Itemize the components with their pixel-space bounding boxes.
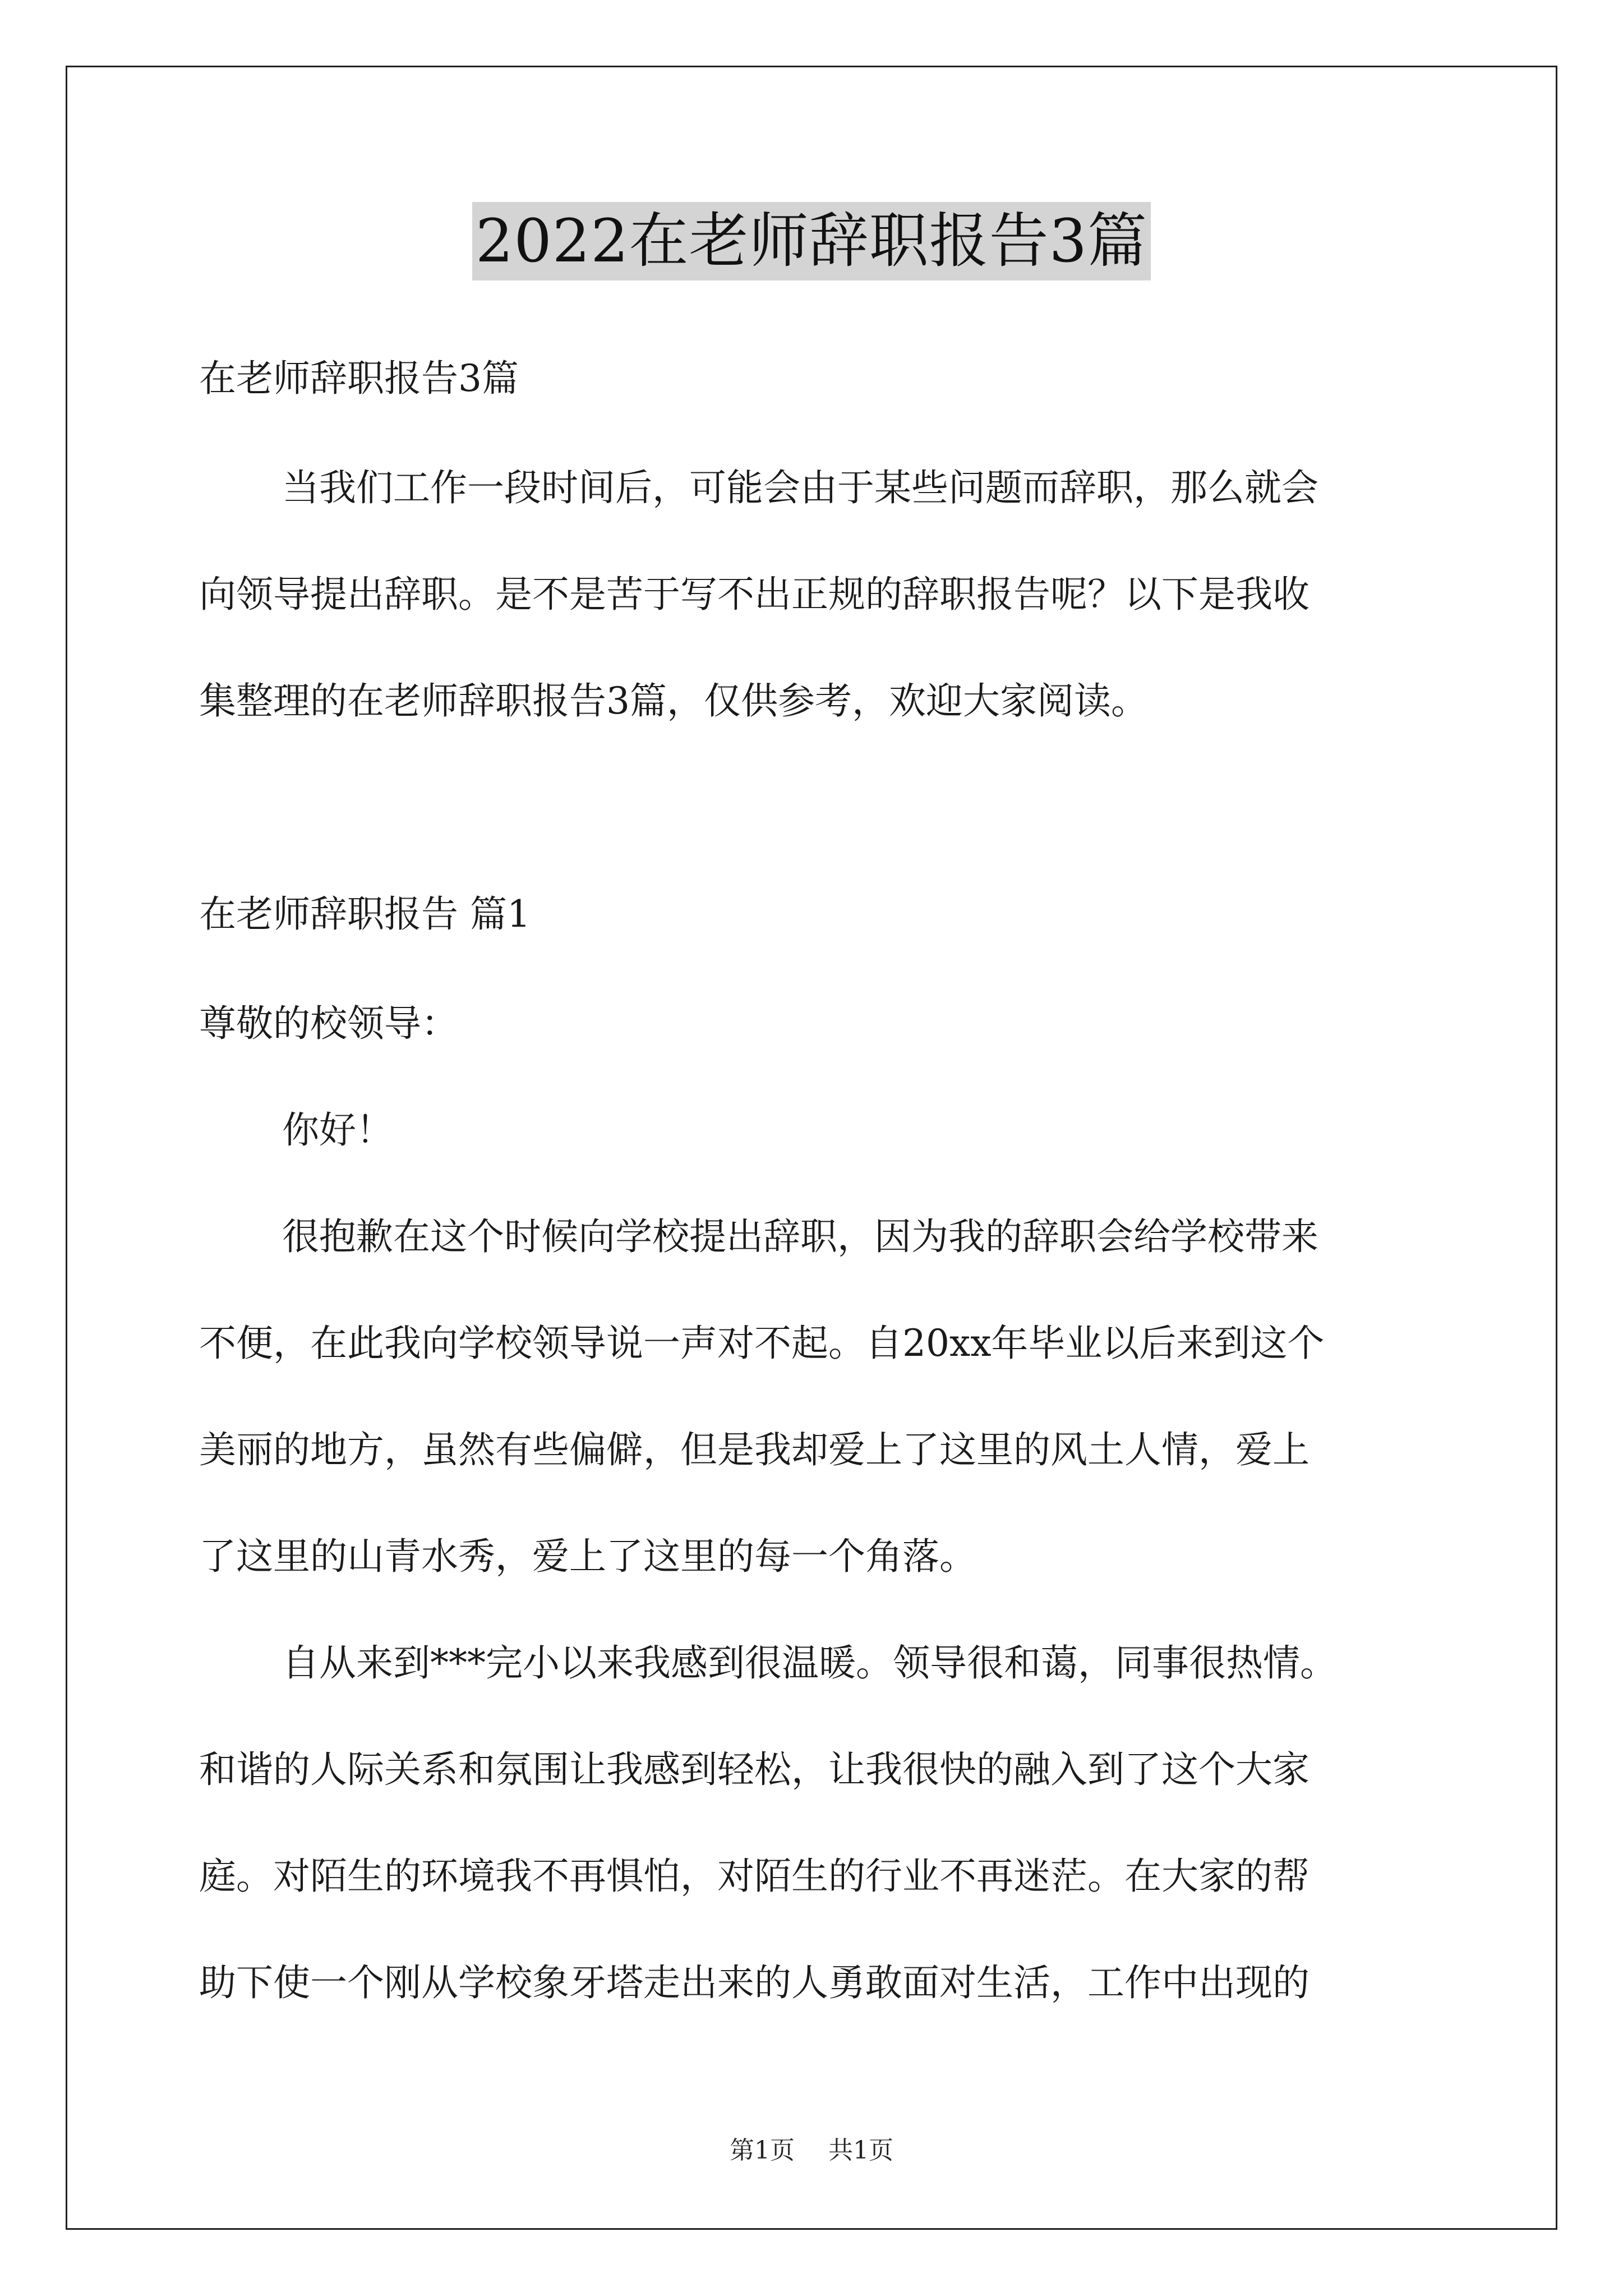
paragraph2-line-1: 自从来到***完小以来我感到很温暖。领导很和蔼，同事很热情。 xyxy=(282,1641,1337,1685)
paragraph2-line-2: 和谐的人际关系和氛围让我感到轻松，让我很快的融入到了这个大家 xyxy=(199,1748,1310,1791)
greeting: 你好！ xyxy=(282,1108,393,1152)
intro-line-3: 集整理的在老师辞职报告3篇，仅供参考，欢迎大家阅读。 xyxy=(199,679,1148,723)
paragraph2-line-4: 助下使一个刚从学校象牙塔走出来的人勇敢面对生活，工作中出现的 xyxy=(199,1961,1310,2004)
page-total: 共1页 xyxy=(828,2136,893,2165)
document-subtitle: 在老师辞职报告3篇 xyxy=(199,357,519,400)
page-footer xyxy=(0,2135,1623,2166)
paragraph1-line-1: 很抱歉在这个时候向学校提出辞职，因为我的辞职会给学校带来 xyxy=(282,1215,1318,1258)
salutation: 尊敬的校领导： xyxy=(199,1002,458,1045)
paragraph1-line-3: 美丽的地方，虽然有些偏僻，但是我却爱上了这里的风土人情，爱上 xyxy=(199,1428,1310,1471)
document-title: 2022在老师辞职报告3篇 xyxy=(472,202,1151,280)
paragraph2-line-3: 庭。对陌生的环境我不再惧怕，对陌生的行业不再迷茫。在大家的帮 xyxy=(199,1855,1310,1898)
paragraph1-line-4: 了这里的山青水秀，爱上了这里的每一个角落。 xyxy=(199,1535,976,1578)
page-number: 第1页 xyxy=(730,2136,795,2165)
intro-line-1: 当我们工作一段时间后，可能会由于某些问题而辞职，那么就会 xyxy=(282,466,1318,509)
title-wrap xyxy=(0,202,1623,280)
section-heading: 在老师辞职报告 篇1 xyxy=(199,892,531,936)
intro-line-2: 向领导提出辞职。是不是苦于写不出正规的辞职报告呢？以下是我收 xyxy=(199,573,1310,616)
paragraph1-line-2: 不便，在此我向学校领导说一声对不起。自20xx年毕业以后来到这个 xyxy=(199,1322,1325,1365)
